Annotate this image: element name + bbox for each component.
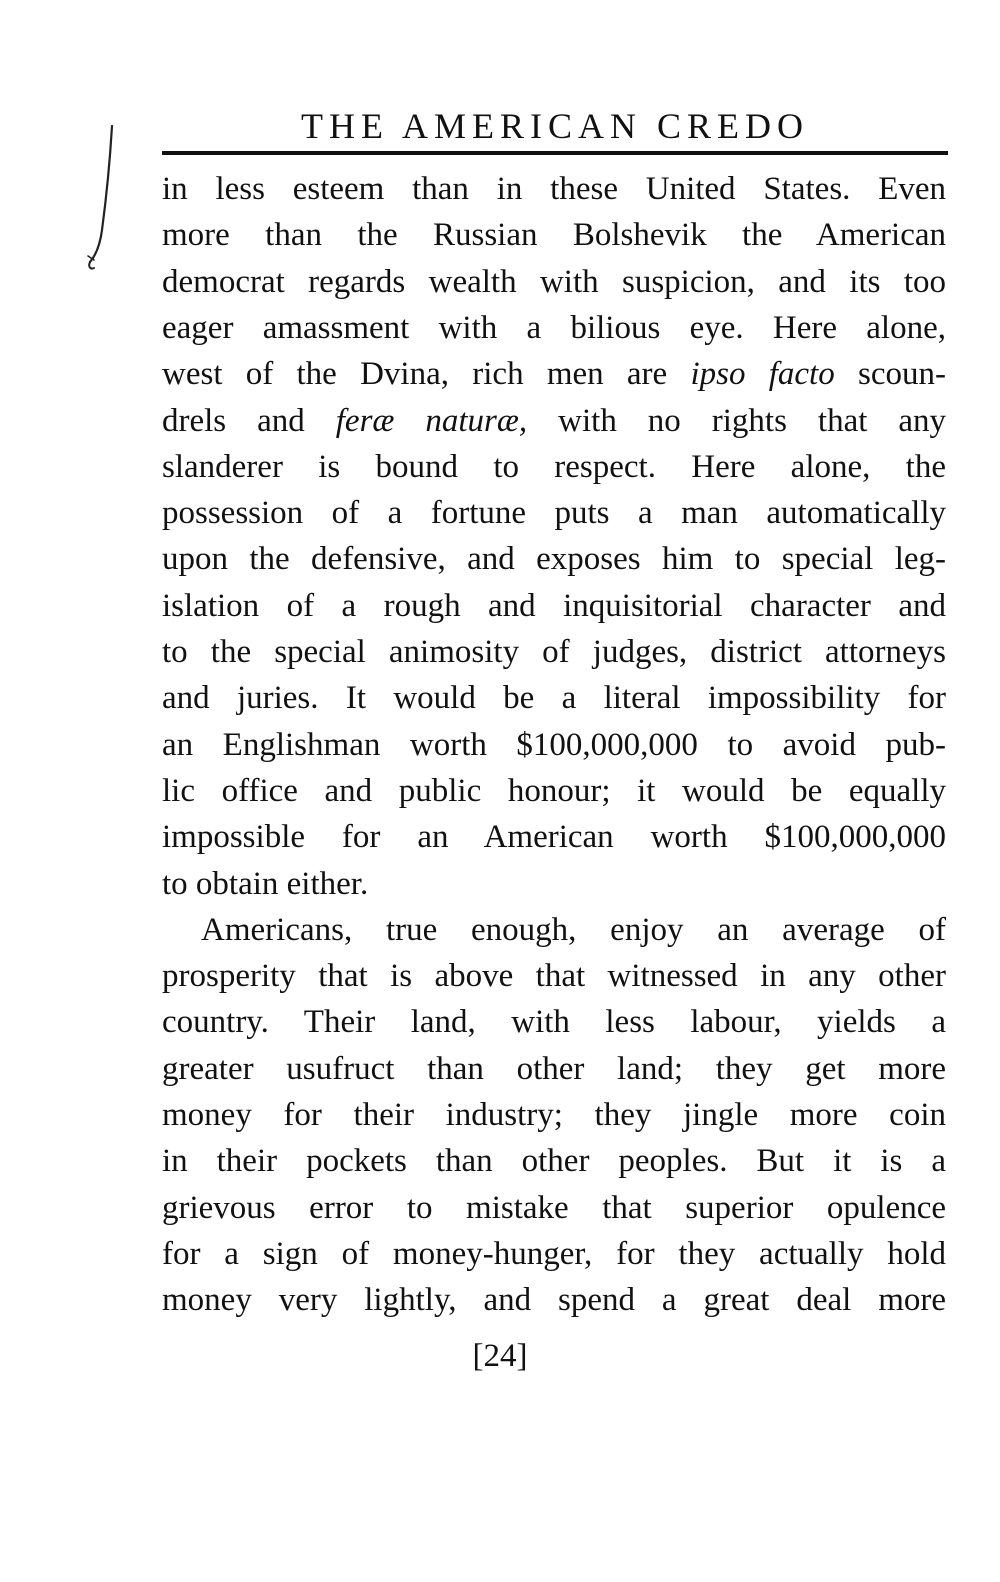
text-run: west of the Dvina, rich men are — [162, 356, 691, 393]
text-line — [162, 1277, 946, 1323]
text-run: country. Their land, with less labour, yields a — [162, 1004, 946, 1041]
text-run: upon the defensive, and exposes him to special leg- — [162, 541, 946, 578]
text-run: eager amassment with a bilious eye. Here alone, — [162, 309, 946, 346]
italic-phrase: feræ naturæ, — [335, 402, 528, 439]
text-line — [162, 814, 946, 860]
text-line — [162, 536, 946, 582]
pencil-margin-mark — [80, 120, 120, 280]
text-run: possession of a fortune puts a man automatically — [162, 495, 946, 532]
text-run: grievous error to mistake that superior opulence — [162, 1189, 946, 1226]
italic-phrase: ipso facto — [690, 356, 835, 393]
text-line — [162, 629, 946, 675]
text-line — [162, 305, 946, 351]
header-rule — [162, 151, 948, 155]
text-line — [162, 490, 946, 536]
text-line — [162, 444, 946, 490]
text-line — [162, 675, 946, 721]
text-run: prosperity that is above that witnessed in any other — [162, 958, 946, 995]
text-run: impossible for an American worth $100,000,000 — [162, 819, 946, 856]
text-run: for a sign of money-hunger, for they actually hold — [162, 1235, 946, 1272]
text-run: greater usufruct than other land; they get more — [162, 1050, 946, 1087]
text-line — [162, 351, 946, 397]
text-line — [162, 212, 946, 258]
running-head: THE AMERICAN CREDO — [300, 106, 809, 146]
text-run: slanderer is bound to respect. Here alone, the — [162, 448, 946, 485]
text-run: in less esteem than in these United States. Even — [162, 171, 946, 207]
text-line — [162, 259, 946, 305]
text-line — [162, 166, 946, 212]
text-line — [162, 1092, 946, 1138]
text-run: an Englishman worth $100,000,000 to avoid pub- — [162, 726, 946, 763]
text-run: money for their industry; they jingle more coin — [162, 1097, 946, 1133]
text-run: to obtain either. — [162, 865, 369, 902]
text-line — [162, 861, 946, 907]
page-number: [24] — [472, 1338, 528, 1374]
text-line — [162, 1046, 946, 1092]
text-run: more than the Russian Bolshevik the American — [162, 217, 946, 254]
text-run: islation of a rough and inquisitorial character and — [162, 587, 946, 624]
text-line — [162, 722, 946, 768]
text-run: Americans, true enough, enjoy an average of — [201, 911, 946, 948]
text-run: democrat regards wealth with suspicion, and its too — [162, 263, 946, 300]
text-line — [162, 1231, 946, 1277]
text-run: drels and — [162, 402, 336, 439]
text-line — [162, 398, 946, 444]
text-run: and juries. It would be a literal impossibility for — [162, 680, 946, 717]
text-line — [162, 583, 946, 629]
text-line — [162, 1185, 946, 1231]
text-line — [162, 953, 946, 999]
text-run: money very lightly, and spend a great deal more — [162, 1282, 946, 1319]
text-line — [162, 768, 946, 814]
text-run: lic office and public honour; it would be equally — [162, 772, 946, 809]
text-run: to the special animosity of judges, district attorneys — [162, 634, 946, 670]
text-line — [201, 907, 946, 953]
text-line — [162, 999, 946, 1045]
text-run: in their pockets than other peoples. But it is a — [162, 1143, 946, 1180]
text-run: with no rights that any — [527, 402, 947, 439]
text-line — [162, 1138, 946, 1184]
text-run: scoun- — [834, 356, 946, 393]
